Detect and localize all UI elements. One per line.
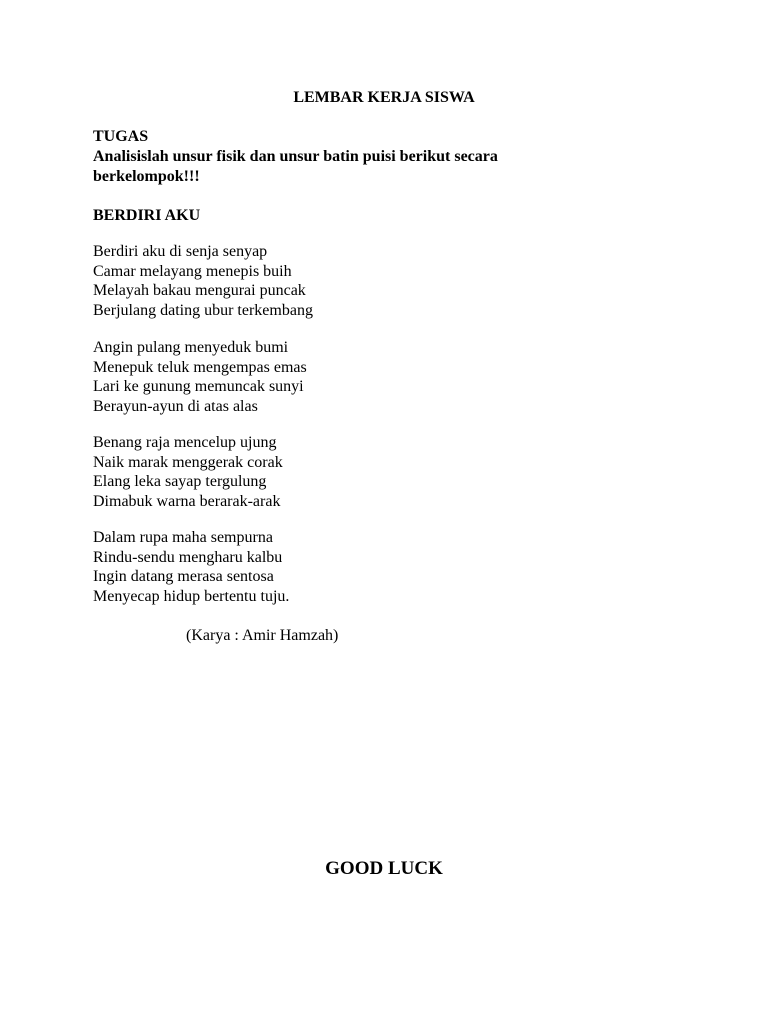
poem-stanza-2 xyxy=(93,338,307,416)
poem-line: Angin pulang menyeduk bumi xyxy=(93,339,289,356)
poem-line: Ingin datang merasa sentosa xyxy=(93,568,274,585)
task-instruction-line: Analisislah unsur fisik dan unsur batin puisi berikut secara xyxy=(93,148,498,165)
poem-line: Naik marak menggerak corak xyxy=(93,453,283,471)
poem-line: Melayah bakau mengurai puncak xyxy=(93,282,306,299)
poem-line: Menyecap hidup bertentu tuju. xyxy=(93,587,290,605)
poem-stanza-4 xyxy=(93,528,289,606)
closing-text: GOOD LUCK xyxy=(325,858,443,879)
poem-line: Berjulang dating ubur terkembang xyxy=(93,301,313,319)
poem-line: Dalam rupa maha sempurna xyxy=(93,529,273,546)
poem-line: Rindu-sendu mengharu kalbu xyxy=(93,548,283,566)
poem-line: Benang raja mencelup ujung xyxy=(93,434,277,451)
poem-line: Camar melayang menepis buih xyxy=(93,262,292,280)
poem-title: BERDIRI AKU xyxy=(93,207,201,224)
poem-line: Lari ke gunung memuncak sunyi xyxy=(93,378,304,395)
poem-line: Berayun-ayun di atas alas xyxy=(93,397,258,415)
task-instruction-line: berkelompok!!! xyxy=(93,168,200,185)
poem-author: (Karya : Amir Hamzah) xyxy=(186,627,339,644)
poem-line: Dimabuk warna berarak-arak xyxy=(93,492,281,510)
poem-line: Berdiri aku di senja senyap xyxy=(93,243,268,260)
task-heading: TUGAS xyxy=(93,128,149,145)
task-section xyxy=(93,127,573,187)
poem-line: Elang leka sayap tergulung xyxy=(93,473,267,490)
poem-stanza-1 xyxy=(93,242,313,320)
poem-line: Menepuk teluk mengempas emas xyxy=(93,358,307,376)
poem-stanza-3 xyxy=(93,433,283,511)
page-title: LEMBAR KERJA SISWA xyxy=(293,89,475,106)
